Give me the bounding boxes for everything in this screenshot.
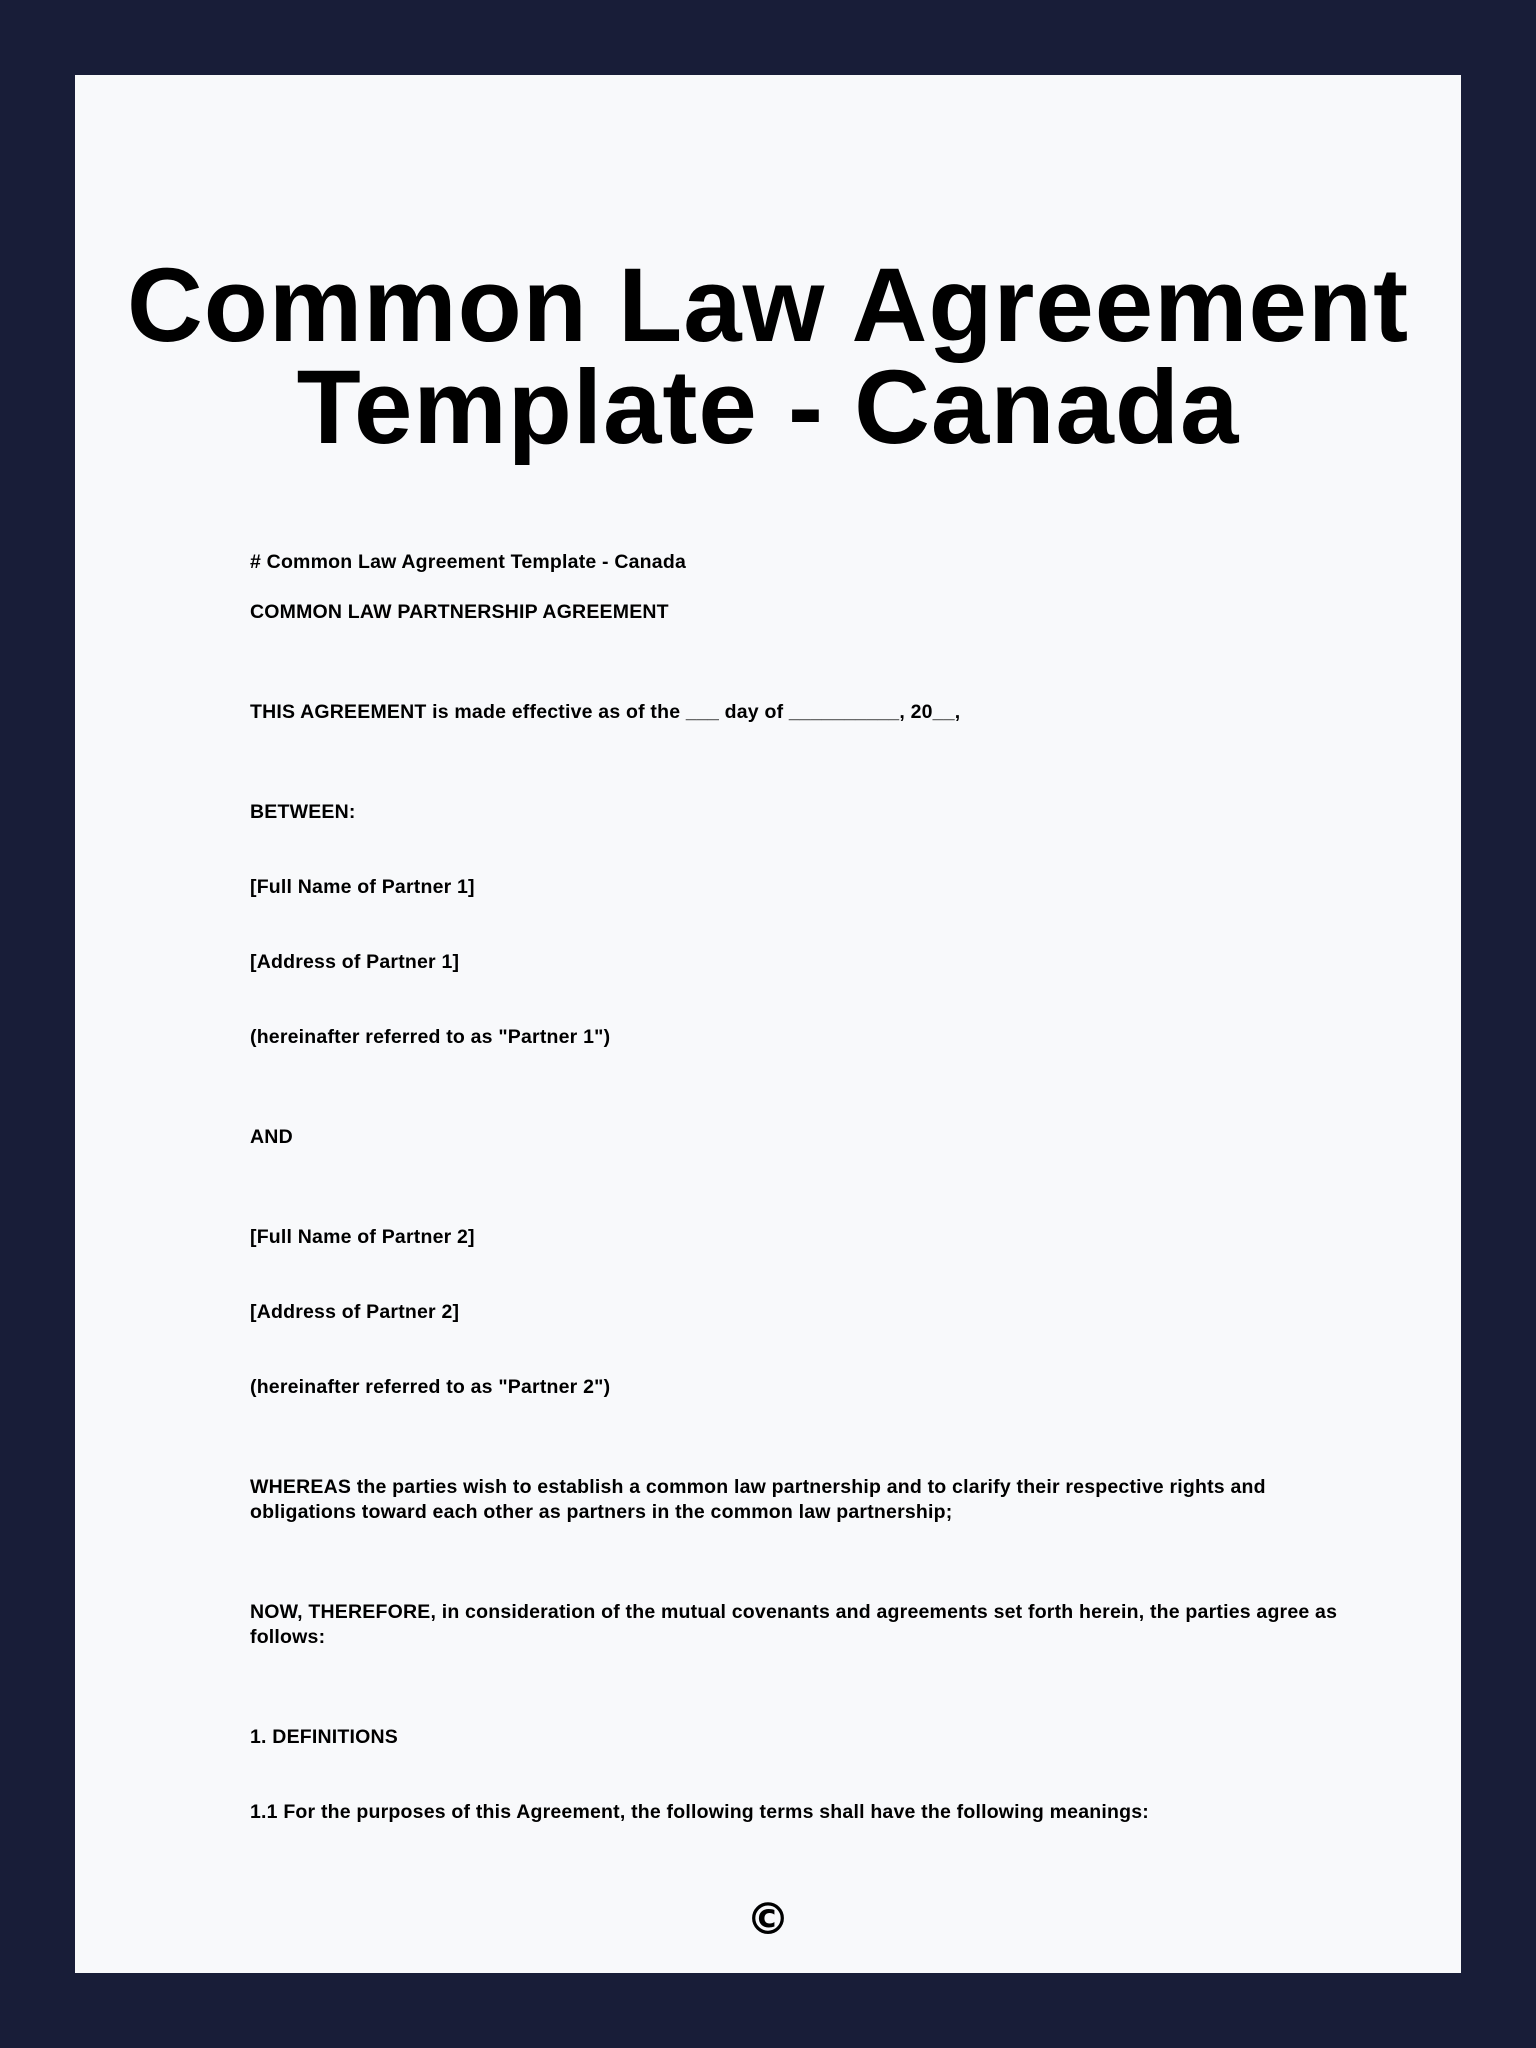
partner-1-name: [Full Name of Partner 1] xyxy=(250,876,475,898)
agreement-heading: COMMON LAW PARTNERSHIP AGREEMENT xyxy=(250,601,669,623)
effective-date-paragraph: THIS AGREEMENT is made effective as of the ___ day of __________, 20__, xyxy=(250,701,961,723)
document-page xyxy=(75,75,1461,1973)
markdown-heading: # Common Law Agreement Template - Canada xyxy=(250,551,687,573)
and-label: AND xyxy=(250,1126,293,1148)
copyright-icon: © xyxy=(746,1894,790,1945)
partner-2-reference: (hereinafter referred to as "Partner 2") xyxy=(250,1376,611,1398)
partner-1-reference: (hereinafter referred to as "Partner 1") xyxy=(250,1026,611,1048)
now-therefore-paragraph: NOW, THEREFORE, in consideration of the mutual covenants and agreements set forth herein, the parties agree as follows: xyxy=(250,1601,1338,1648)
between-label: BETWEEN: xyxy=(250,801,356,823)
partner-2-address: [Address of Partner 2] xyxy=(250,1301,460,1323)
definitions-clause-1-1: 1.1 For the purposes of this Agreement, the following terms shall have the following meanings: xyxy=(250,1801,1149,1823)
title-line-1: Common Law Agreement xyxy=(126,247,1410,364)
definitions-heading: 1. DEFINITIONS xyxy=(250,1726,398,1748)
whereas-paragraph: WHEREAS the parties wish to establish a common law partnership and to clarify their respective rights and obligations toward each other as partners in the common law partnership; xyxy=(250,1476,1266,1523)
partner-2-name: [Full Name of Partner 2] xyxy=(250,1226,475,1248)
title-line-2: Template - Canada xyxy=(296,349,1240,466)
document-title xyxy=(75,247,1461,466)
partner-1-address: [Address of Partner 1] xyxy=(250,951,460,973)
